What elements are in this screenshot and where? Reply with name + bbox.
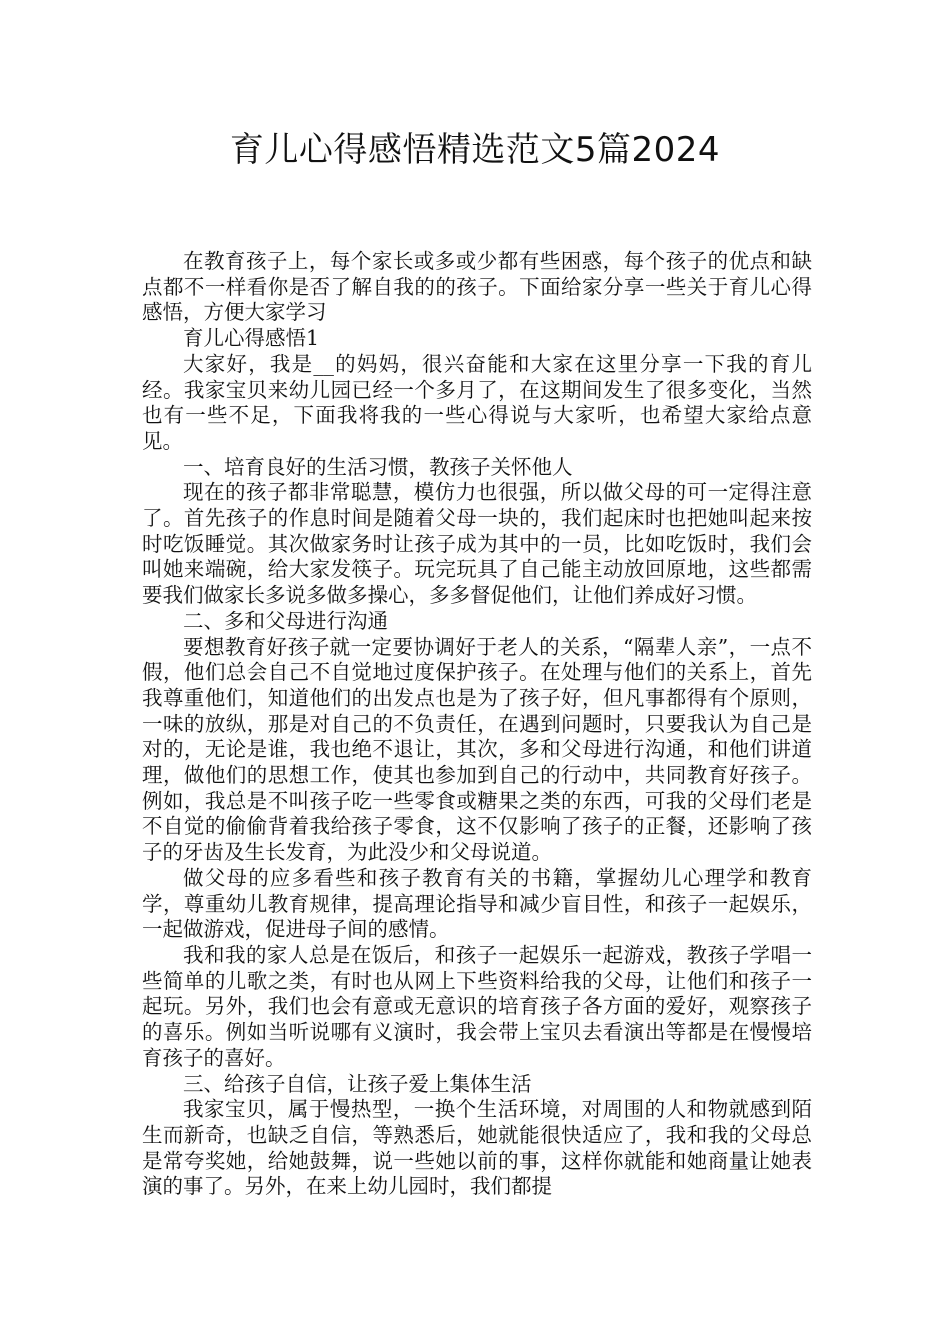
subheading: 二、多和父母进行沟通 — [183, 608, 388, 633]
body-paragraph: 做父母的应多看些和孩子教育有关的书籍，掌握幼儿心理学和教育学，尊重幼儿教育规律，提高理论指导和减少盲目性，和孩子一起娱乐，一起做游戏，促进母子间的感情。 — [142, 865, 812, 942]
subheading: 一、培育良好的生活习惯，教孩子关怀他人 — [183, 454, 573, 479]
body-paragraph: 要想教育好孩子就一定要协调好于老人的关系，“隔辈人亲”，一点不假，他们总会自己不自觉地过度保护孩子。在处理与他们的关系上，首先我尊重他们，知道他们的出发点也是为了孩子好，但凡事都得有个原则，一味的放纵，那是对自己的不负责任，在遇到问题时，只要我认为自己是对的，无论是谁，我也绝不退让，其次，多和父母进行沟通，和他们讲道理，做他们的思想工作，使其也参加到自己的行动中，共同教育好孩子。例如，我总是不叫孩子吃一些零食或糖果之类的东西，可我的父母们老是不自觉的偷偷背着我给孩子零食，这不仅影响了孩子的正餐，还影响了孩子的牙齿及生长发育，为此没少和父母说道。 — [142, 634, 812, 865]
subheading: 三、给孩子自信，让孩子爱上集体生活 — [183, 1071, 532, 1096]
document-title: 育儿心得感悟精选范文5篇2024 — [229, 130, 721, 170]
document-body — [142, 249, 812, 1200]
body-paragraph: 现在的孩子都非常聪慧，模仿力也很强，所以做父母的可一定得注意了。首先孩子的作息时间是随着父母一块的，我们起床时也把她叫起来按时吃饭睡觉。其次做家务时让孩子成为其中的一员，比如吃饭时，我们会叫她来端碗，给大家发筷子。玩完玩具了自己能主动放回原地，这些都需要我们做家长多说多做多操心，多多督促他们，让他们养成好习惯。 — [142, 480, 812, 608]
section-heading: 育儿心得感悟1 — [183, 326, 320, 351]
intro-paragraph: 在教育孩子上，每个家长或多或少都有些困惑，每个孩子的优点和缺点都不一样看你是否了解自我的的孩子。下面给家分享一些关于育儿心得感悟，方便大家学习 — [142, 249, 812, 325]
body-paragraph: 大家好，我是__的妈妈，很兴奋能和大家在这里分享一下我的育儿经。我家宝贝来幼儿园已经一个多月了，在这期间发生了很多变化，当然也有一些不足，下面我将我的一些心得说与大家听，也希望大家给点意见。 — [142, 351, 812, 453]
body-paragraph: 我和我的家人总是在饭后，和孩子一起娱乐一起游戏，教孩子学唱一些简单的儿歌之类，有时也从网上下些资料给我的父母，让他们和孩子一起玩。另外，我们也会有意或无意识的培育孩子各方面的爱好，观察孩子的喜乐。例如当听说哪有义演时，我会带上宝贝去看演出等都是在慢慢培育孩子的喜好。 — [142, 942, 812, 1070]
body-paragraph: 我家宝贝，属于慢热型，一换个生活环境，对周围的人和物就感到陌生而新奇，也缺乏自信，等熟悉后，她就能很快适应了，我和我的父母总是常夸奖她，给她鼓舞，说一些她以前的事，这样你就能和她商量让她表演的事了。另外，在来上幼儿园时，我们都提 — [142, 1097, 812, 1199]
